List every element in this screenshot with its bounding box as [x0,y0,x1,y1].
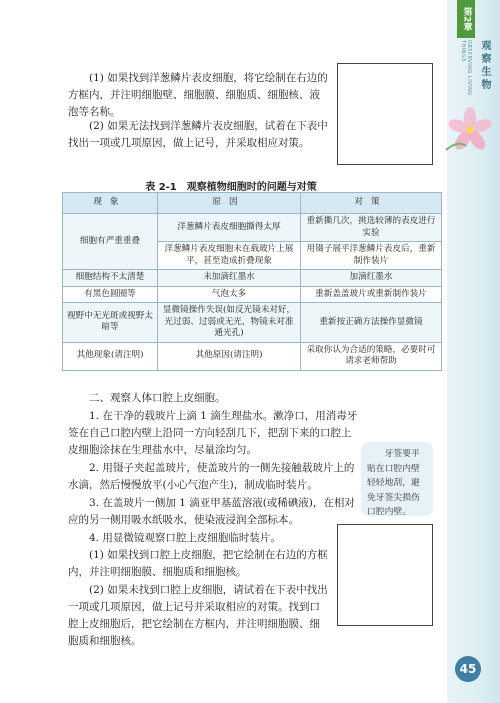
table-row [63,214,442,242]
chapter-english-title: OBSERVING LIVING THINGS [460,40,472,96]
table-cell: 其他现象(请注明) [63,342,158,370]
step-3: 3. 在盖玻片一侧加 1 滴亚甲基蓝溶液(或稀碘液)，在相对应的另一侧用吸水纸吸水，使染液浸润全部标本。 [68,497,355,526]
drawing-box-onion-cell [337,63,433,165]
table-cell: 重新按正确方法操作显微镜 [301,303,442,343]
table-caption: 表 2-1 观察植物细胞时的问题与对策 [145,182,317,193]
tip-callout: 牙签要平贴在口腔内壁轻轻地刮，避免牙签尖损伤口腔内壁。 [361,442,433,516]
section-2-heading: 二、观察人体口腔上皮细胞。 [89,392,226,404]
table-cell: 显微镜操作失误(如反光镜未对好，光过弱、过弱或无光，物镜未对准通光孔) [158,303,301,343]
table-row [63,303,442,343]
chapter-tab: 第2章 [457,0,475,38]
problem-table [62,192,442,371]
table-header-solution: 对策 [301,193,442,214]
table-row [63,342,442,370]
table-cell: 其他原因(请注明) [158,342,301,370]
table-cell: 气泡太多 [158,286,301,303]
table-cell: 采取你认为合适的策略，必要时可请求老师帮助 [301,342,442,370]
page-number: 45 [455,656,481,682]
step-1: 1. 在干净的载玻片上滴 1 滴生理盐水。漱净口，用消毒牙签在自己口腔内壁上沿同一方向轻刮几下，把刮下来的口腔上皮细胞涂抹在生理盐水中，尽量涂均匀。 [68,410,358,456]
table-cell: 有黑色圆圈等 [63,286,158,303]
step-4-sub-2: (2) 如果未找到口腔上皮细胞，请试着在下表中找出一项或几项原因，做上记号并采取相应的对策。找到口腔上皮细胞后，把它绘制在方框内，并注明细胞膜、细胞质和细胞核。 [68,584,328,647]
table-cell: 洋葱鳞片表皮细胞撕得太厚 [158,214,301,242]
drawing-box-cheek-cell [337,524,433,626]
table-row [63,270,442,287]
table-cell: 细胞有严重重叠 [63,214,158,270]
table-cell: 洋葱鳞片表皮细胞未在载玻片上展平，甚至造成折叠现象 [158,242,301,270]
table-cell: 未加滴红墨水 [158,270,301,287]
table-cell: 视野中无光斑或视野太暗等 [63,303,158,343]
table-cell: 用镊子展平洋葱鳞片表皮后，重新制作装片 [301,242,442,270]
chapter-title: 观察生物 [479,40,490,92]
step-2: 2. 用镊子夹起盖玻片，使盖玻片的一侧先接触载玻片上的水滴，然后慢慢放平(小心气泡产生)，制成临时装片。 [68,462,355,491]
table-cell: 细胞结构不太清楚 [63,270,158,287]
step-4: 4. 用显微镜观察口腔上皮细胞临时装片。 [89,532,281,544]
flower-decoration-icon [440,100,500,160]
table-row [63,286,442,303]
table-cell: 加滴红墨水 [301,270,442,287]
step-4-sub-1: (1) 如果找到口腔上皮细胞，把它绘制在右边的方框内，并注明细胞膜、细胞质和细胞核。 [68,549,328,578]
table-cell: 重新撕几次，挑选较薄的表皮进行实验 [301,214,442,242]
table-header-phenomenon: 现象 [63,193,158,214]
table-cell: 重新盖盖玻片或重新制作装片 [301,286,442,303]
intro-paragraph-1: (1) 如果找到洋葱鳞片表皮细胞，将它绘制在右边的方框内，并注明细胞壁、细胞膜、细胞质、细胞核、液泡等名称。 [68,72,328,118]
intro-paragraph-2: (2) 如果无法找到洋葱鳞片表皮细胞，试着在下表中找出一项或几项原因，做上记号，并采取相应对策。 [68,120,328,149]
table-header-cause: 原因 [158,193,301,214]
